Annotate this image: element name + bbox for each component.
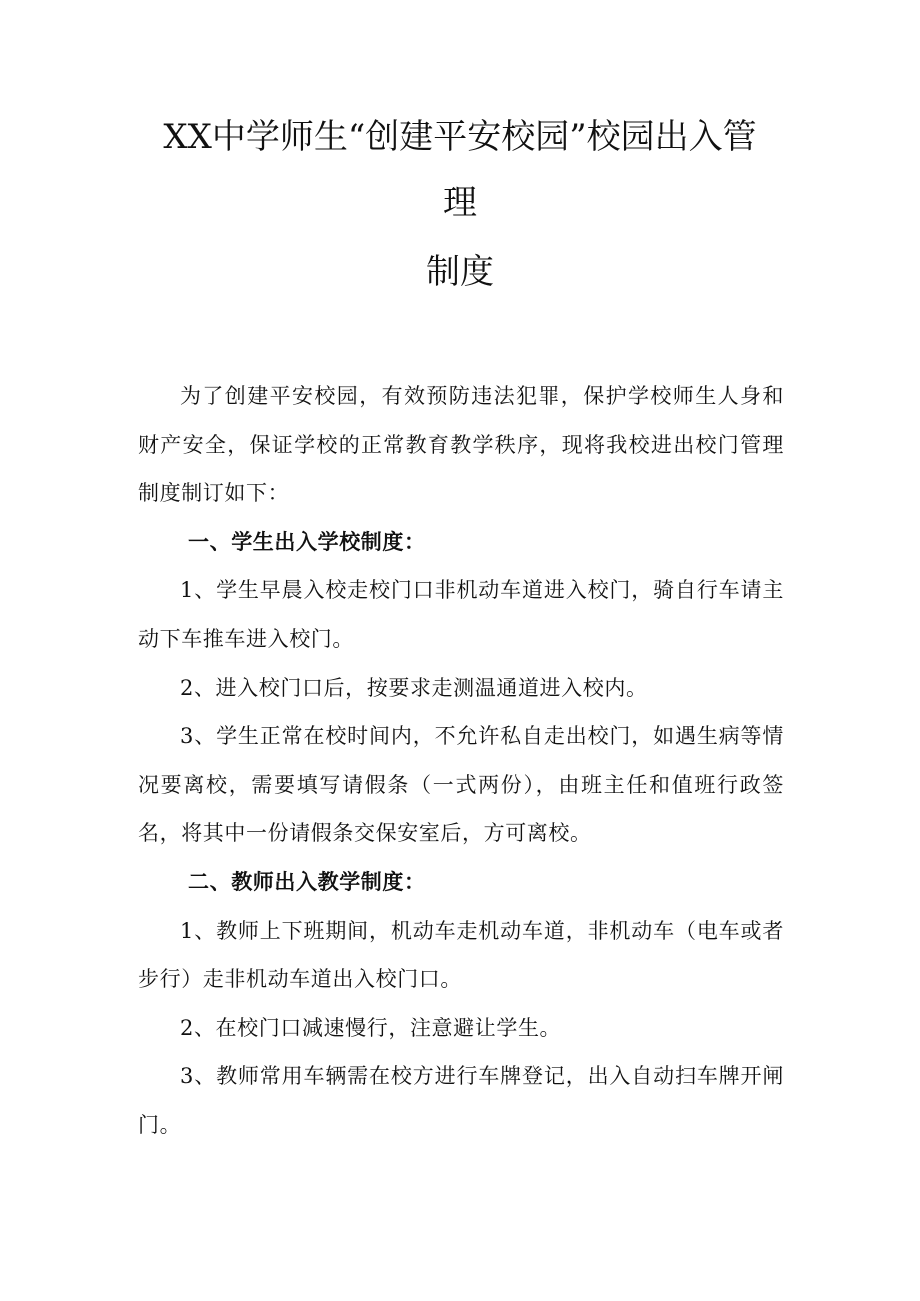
document-body: [138, 372, 784, 1150]
student-rule-2: 2、进入校门口后，按要求走测温通道进入校内。: [180, 675, 648, 700]
intro-paragraph: 为了创建平安校园，有效预防违法犯罪，保护学校师生人身和财产安全，保证学校的正常教育教学秩序，现将我校进出校门管理制度制订如下：: [138, 384, 784, 506]
section-heading-students: 一、学生出入学校制度：: [188, 528, 426, 554]
teacher-rule-1: 1、教师上下班期间，机动车走机动车道，非机动车（电车或者步行）走非机动车道出入校门口。: [138, 918, 784, 992]
document-title-line-3: 制度: [426, 252, 494, 292]
section-heading-teachers: 二、教师出入教学制度：: [188, 868, 426, 894]
teacher-rule-2: 2、在校门口减速慢行，注意避让学生。: [180, 1015, 562, 1040]
student-rule-1: 1、学生早晨入校走校门口非机动车道进入校门，骑自行车请主动下车推车进入校门。: [138, 578, 784, 651]
document-title-line-1: XX中学师生“创建平安校园”校园出入管: [163, 117, 757, 157]
teacher-rule-3: 3、教师常用车辆需在校方进行车牌登记，出入自动扫车牌开闸门。: [138, 1064, 784, 1137]
document-title-line-2: 理: [443, 183, 477, 223]
student-rule-3: 3、学生正常在校时间内，不允许私自走出校门，如遇生病等情况要离校，需要填写请假条（一式两份），由班主任和值班行政签名，将其中一份请假条交保安室后，方可离校。: [138, 724, 784, 846]
